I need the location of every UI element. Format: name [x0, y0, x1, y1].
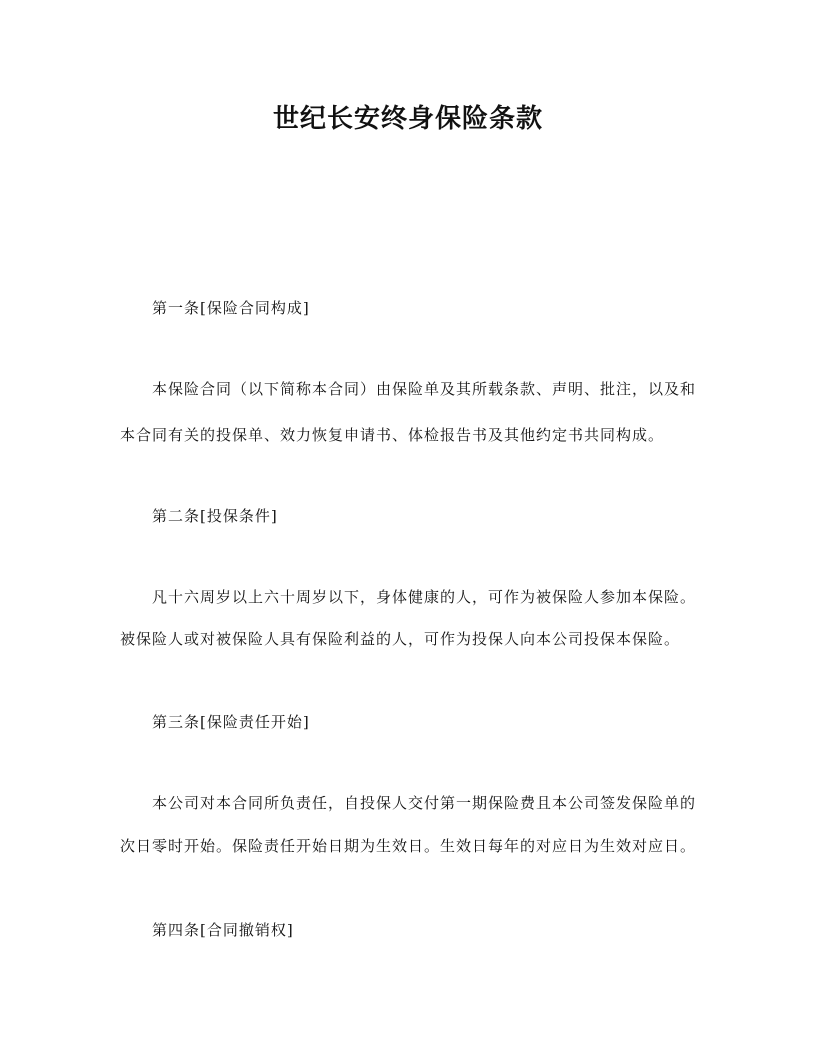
section-heading: 第四条[合同撤销权]	[152, 921, 294, 939]
paragraph-line: 次日零时开始。保险责任开始日期为生效日。生效日每年的对应日为生效对应日。	[120, 837, 697, 855]
section-heading: 第一条[保险合同构成]	[152, 299, 310, 317]
document-title: 世纪长安终身保险条款	[272, 104, 543, 134]
section-heading: 第二条[投保条件]	[152, 507, 278, 525]
paragraph-line: 凡十六周岁以上六十周岁以下，身体健康的人，可作为被保险人参加本保险。	[152, 588, 697, 606]
section-heading: 第三条[保险责任开始]	[152, 713, 310, 731]
paragraph-line: 本合同有关的投保单、效力恢复申请书、体检报告书及其他约定书共同构成。	[120, 426, 665, 444]
paragraph-line: 本公司对本合同所负责任，自投保人交付第一期保险费且本公司签发保险单的	[152, 794, 697, 812]
paragraph-line: 本保险合同（以下简称本合同）由保险单及其所载条款、声明、批注，以及和	[152, 380, 697, 398]
paragraph-line: 被保险人或对被保险人具有保险利益的人，可作为投保人向本公司投保本保险。	[120, 630, 681, 648]
